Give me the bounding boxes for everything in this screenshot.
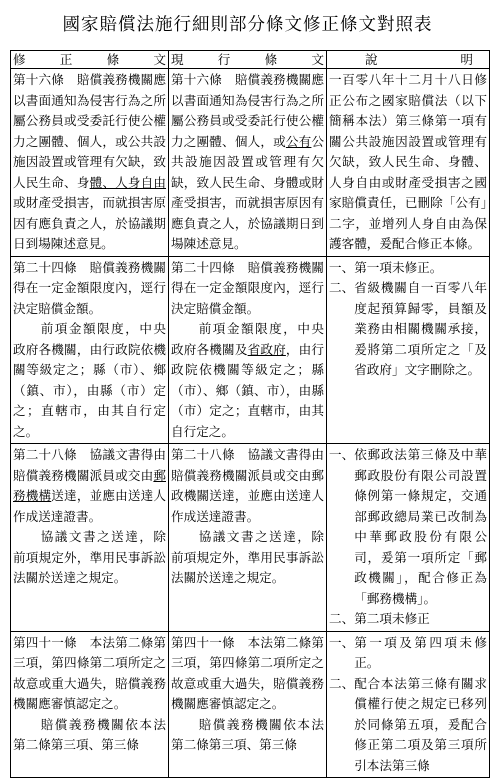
comparison-table bbox=[10, 50, 490, 778]
list-text bbox=[354, 278, 487, 381]
table-header-row bbox=[11, 51, 490, 69]
amended-text: 省政府 bbox=[247, 341, 286, 357]
text-run: 第二十八條 協議文書得由賠償義務機關派員或交由郵政機關送達，並應由送達人作成送達證書。 bbox=[171, 447, 324, 524]
header-char: 條 bbox=[264, 52, 278, 67]
text-run: 或財產受損害，而就損害原因有應負責之人，於協議期日到場陳述意見。 bbox=[13, 195, 166, 251]
text-run: 公共設施因設置或管理有欠缺，致人民生命、身體或財產受損害，而就損害原因有應負責之人，於協議期日到場陳述意見。 bbox=[171, 133, 325, 251]
text-run: 第二十四條 賠償義務機關得在一定金額限度內，逕行決定賠償金額。 bbox=[171, 259, 324, 316]
header-char: 正 bbox=[59, 52, 73, 67]
paragraph bbox=[171, 633, 324, 715]
header-char: 條 bbox=[106, 52, 120, 67]
list-number: 一、 bbox=[329, 447, 355, 462]
header-char: 現 bbox=[171, 52, 184, 67]
list-number: 二、 bbox=[329, 280, 355, 295]
list-item bbox=[329, 674, 487, 777]
revised-cell bbox=[11, 631, 169, 778]
list-item bbox=[329, 633, 487, 674]
current-cell bbox=[169, 444, 327, 632]
text-run: 第四十一條 本法第二條第三項，第四條第二項所定之故意或重大過失，賠償義務機關應審慎認定之。 bbox=[171, 634, 324, 711]
table-row bbox=[11, 444, 490, 632]
paragraph bbox=[171, 70, 324, 255]
header-char: 說 bbox=[365, 52, 378, 67]
list-item bbox=[329, 445, 487, 609]
list-number: 二、 bbox=[329, 611, 355, 626]
page-title: 國家賠償法施行細則部分條文修正條文對照表 bbox=[62, 15, 433, 35]
header-char: 文 bbox=[311, 52, 324, 67]
paragraph bbox=[13, 445, 166, 527]
text-run: 送達，並應由送達人作成送達證書。 bbox=[13, 488, 167, 524]
table-row bbox=[11, 256, 490, 444]
paragraph bbox=[13, 633, 166, 715]
list-text bbox=[354, 633, 487, 674]
table-row bbox=[11, 631, 490, 778]
current-cell bbox=[169, 256, 327, 444]
text-run: 協議文書之送達，除前項規定外，準用民事訴訟法關於送達之規定。 bbox=[171, 529, 324, 585]
list-text bbox=[354, 445, 487, 609]
paragraph bbox=[171, 527, 324, 589]
header-note bbox=[327, 51, 490, 69]
header-char: 修 bbox=[13, 52, 26, 67]
revised-cell bbox=[11, 256, 169, 444]
list-text bbox=[354, 674, 487, 777]
header-char: 文 bbox=[153, 52, 166, 67]
paragraph bbox=[13, 70, 166, 255]
paragraph bbox=[13, 527, 166, 589]
text-run: 依郵政法第三條及中華郵政股份有限公司設置條例第一條規定，交通部郵政總局業已改制為中華郵政股份有限公司，爰第一項所定「郵政機關」，配合修正為「郵務機構」。 bbox=[354, 447, 487, 606]
text-run: 前項金額限度，中央政府各機關及 bbox=[171, 321, 324, 357]
list-item bbox=[329, 258, 487, 279]
current-cell bbox=[169, 631, 327, 778]
paragraph bbox=[171, 319, 324, 442]
header-current bbox=[169, 51, 327, 69]
list-item bbox=[329, 278, 487, 381]
list-number: 一、 bbox=[329, 259, 355, 275]
revised-cell bbox=[11, 444, 169, 632]
text-run: 第一項未修正。 bbox=[354, 259, 443, 275]
text-run: 第一項及第四項未修正。 bbox=[354, 634, 487, 670]
amended-text: 體、人身自由 bbox=[89, 174, 167, 190]
list-text bbox=[354, 609, 487, 630]
note-cell bbox=[327, 631, 490, 778]
text-run: 賠償義務機關依本法第二條第三項、第三條 bbox=[171, 716, 324, 752]
text-run: 第十六條 賠償義務機關應以書面通知為侵害行為之所屬公務員或受委託行使公權力之團體、個人，或 bbox=[171, 72, 324, 149]
header-revised bbox=[11, 51, 169, 69]
paragraph bbox=[13, 715, 166, 756]
text-run: ，由行政院依機關等級定之；縣（市）、鄉（鎮、市），由縣（市）定之；直轄市，由其自行定之。 bbox=[171, 341, 325, 439]
text-run: 賠償義務機關依本法第二條第三項、第三條 bbox=[13, 716, 166, 752]
paragraph bbox=[329, 70, 487, 255]
list-item bbox=[329, 609, 487, 630]
text-run: 省級機關自一百零八年度起預算歸零，員額及業務由相關機關承接，爰將第二項所定之「及省政府」文字刪除之。 bbox=[354, 280, 487, 377]
list-number: 二、 bbox=[329, 675, 355, 691]
text-run: 一百零八年十二月十八日修正公布之國家賠償法（以下簡稱本法）第三條第一項有關公共設施因設置或管理有欠缺，致人民生命、身體、人身自由或財產受損害之國家賠償責任，已刪除「公有」二字，並增列人身自由為保護客體，爰配合修正本條。 bbox=[329, 72, 487, 251]
note-cell bbox=[327, 444, 490, 632]
paragraph bbox=[171, 715, 324, 756]
amended-text: 郵務機構 bbox=[13, 467, 166, 503]
paragraph bbox=[13, 319, 166, 442]
amended-text: 公有 bbox=[285, 133, 312, 149]
text-run: 第二項未修正 bbox=[354, 611, 430, 626]
text-run: 前項金額限度，中央政府各機關，由行政院依機關等級定之；縣（市）、鄉（鎮、市），由縣（市）定之；直轄市，由其自行定之。 bbox=[13, 321, 166, 439]
header-char: 行 bbox=[217, 52, 231, 67]
text-run: 配合本法第三條有關求償權行使之規定已移列於同條第五項，爰配合修正第二項及第三項所引本法第三條 bbox=[354, 675, 487, 773]
list-number: 一、 bbox=[329, 634, 355, 650]
revised-cell bbox=[11, 69, 169, 257]
list-text bbox=[354, 258, 487, 279]
text-run: 第二十八條 協議文書得由賠償義務機關派員或交由 bbox=[13, 447, 166, 483]
note-cell bbox=[327, 69, 490, 257]
current-cell bbox=[169, 69, 327, 257]
text-run: 第四十一條 本法第二條第三項，第四條第二項所定之故意或重大過失，賠償義務機關應審慎認定之。 bbox=[13, 634, 166, 711]
paragraph bbox=[171, 445, 324, 527]
paragraph bbox=[171, 258, 324, 320]
paragraph bbox=[13, 258, 166, 320]
text-run: 第二十四條 賠償義務機關得在一定金額限度內，逕行決定賠償金額。 bbox=[13, 259, 166, 316]
text-run: 協議文書之送達，除前項規定外，準用民事訴訟法關於送達之規定。 bbox=[13, 529, 166, 585]
text-run: 第十六條 賠償義務機關應以書面通知為侵害行為之所屬公務員或受委託行使公權力之團體、個人，或公共設施因設置或管理有欠缺，致人民生命、身 bbox=[13, 72, 166, 190]
note-cell bbox=[327, 256, 490, 444]
header-char: 明 bbox=[460, 52, 473, 67]
table-row bbox=[11, 69, 490, 257]
